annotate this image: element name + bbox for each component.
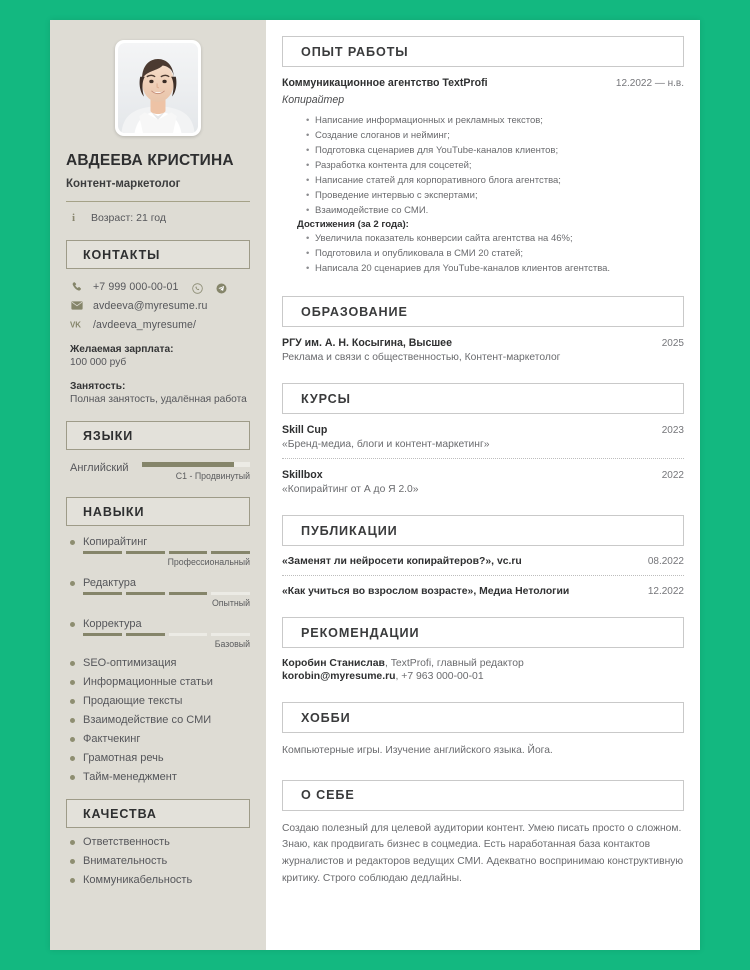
segment bbox=[83, 592, 122, 595]
recommender-line bbox=[282, 658, 684, 669]
segment bbox=[83, 551, 122, 554]
email-value: avdeeva@myresume.ru bbox=[93, 299, 208, 312]
job-title: Контент-маркетолог bbox=[66, 178, 181, 190]
course-row bbox=[282, 424, 684, 436]
achievement-item: • Увеличила показатель конверсии сайта агентства на 46%; bbox=[306, 231, 684, 246]
recommender-role: , TextProfi, главный редактор bbox=[384, 658, 524, 669]
section-header-education: ОБРАЗОВАНИЕ bbox=[282, 296, 684, 327]
list-item-label: Грамотная речь bbox=[83, 752, 164, 764]
plain-skills-list bbox=[66, 657, 250, 783]
resume-page bbox=[50, 20, 700, 950]
salary-value: 100 000 руб bbox=[70, 357, 127, 368]
publication-title: «Как учиться во взрослом возрасте», Медиа Нетологии bbox=[282, 586, 570, 597]
bullet-dot-icon bbox=[70, 661, 75, 666]
list-item bbox=[70, 771, 250, 783]
skill-proofreading bbox=[66, 618, 250, 649]
section-header-publications: ПУБЛИКАЦИИ bbox=[282, 515, 684, 546]
achievements-list bbox=[282, 231, 684, 276]
skill-name-row bbox=[70, 577, 250, 589]
course-row bbox=[282, 469, 684, 481]
skill-label: Редактура bbox=[83, 577, 136, 589]
duty-item: • Проведение интервью с экспертами; bbox=[306, 188, 684, 203]
list-item bbox=[70, 836, 250, 848]
recommender-phone: , +7 963 000-00-01 bbox=[395, 671, 484, 682]
separator bbox=[282, 575, 684, 576]
bullet-dot-icon bbox=[70, 680, 75, 685]
segment bbox=[169, 633, 208, 636]
main-column bbox=[266, 20, 700, 950]
list-item-label: Ответственность bbox=[83, 836, 170, 848]
segment bbox=[83, 633, 122, 636]
list-item bbox=[70, 714, 250, 726]
skill-label: Копирайтинг bbox=[83, 536, 148, 548]
employment-label: Занятость: bbox=[70, 381, 126, 392]
bullet-dot-icon bbox=[70, 540, 75, 545]
bullet-dot-icon bbox=[70, 622, 75, 627]
phone-value: +7 999 000-00-01 bbox=[93, 280, 179, 293]
phone-icon bbox=[70, 280, 83, 293]
section-header-qualities: КАЧЕСТВА bbox=[66, 799, 250, 828]
segment bbox=[169, 592, 208, 595]
section-header-experience: ОПЫТ РАБОТЫ bbox=[282, 36, 684, 67]
segment bbox=[211, 633, 250, 636]
experience-company-row bbox=[282, 77, 684, 89]
list-item bbox=[70, 695, 250, 707]
course-subtitle: «Копирайтинг от А до Я 2.0» bbox=[282, 484, 419, 495]
skill-name-row bbox=[70, 618, 250, 630]
employment-block bbox=[66, 381, 250, 405]
segment bbox=[126, 592, 165, 595]
list-item bbox=[70, 855, 250, 867]
education-subtitle: Реклама и связи с общественностью, Контент-маркетолог bbox=[282, 352, 561, 363]
full-name: АВДЕЕВА КРИСТИНА bbox=[66, 152, 234, 169]
bullet-dot-icon bbox=[70, 737, 75, 742]
list-item bbox=[70, 733, 250, 745]
segment bbox=[169, 551, 208, 554]
about-text: Создаю полезный для целевой аудитории контент. Умею писать просто о сложном. Знаю, как продвигать бизнес в соцмедиа. Есть наработанная база контактов журналистов и редакторов ведущих СМИ. Адекватно воспринимаю конструктивную критику. Строго соблюдаю дедлайны. bbox=[282, 822, 684, 884]
skill-name-row bbox=[70, 536, 250, 548]
skill-editing bbox=[66, 577, 250, 608]
skill-segments bbox=[70, 592, 250, 595]
segment bbox=[126, 633, 165, 636]
language-level: C1 - Продвинутый bbox=[175, 471, 250, 481]
language-row bbox=[66, 462, 250, 481]
experience-period: 12.2022 — н.в. bbox=[615, 78, 684, 89]
segment bbox=[211, 551, 250, 554]
list-item bbox=[70, 752, 250, 764]
bullet-dot-icon bbox=[70, 859, 75, 864]
envelope-icon bbox=[70, 299, 83, 312]
achievement-item: • Написала 20 сценариев для YouTube-каналов клиентов агентства. bbox=[306, 261, 684, 276]
recommender-email[interactable]: korobin@myresume.ru bbox=[282, 671, 396, 682]
vk-value: /avdeeva_myresume/ bbox=[93, 318, 197, 331]
duty-item: • Написание информационных и рекламных текстов; bbox=[306, 113, 684, 128]
separator bbox=[282, 458, 684, 459]
skill-level: Опытный bbox=[211, 598, 250, 608]
qualities-list bbox=[66, 836, 250, 886]
segment bbox=[211, 592, 250, 595]
achievements-label: Достижения (за 2 года): bbox=[297, 219, 409, 230]
bullet-dot-icon bbox=[70, 878, 75, 883]
language-name: Английский bbox=[70, 462, 129, 474]
section-header-recommendations: РЕКОМЕНДАЦИИ bbox=[282, 617, 684, 648]
duty-item: • Разработка контента для соцсетей; bbox=[306, 158, 684, 173]
bullet-dot-icon bbox=[70, 840, 75, 845]
contact-vk[interactable] bbox=[70, 318, 250, 331]
contact-phone[interactable] bbox=[70, 280, 250, 293]
publication-row bbox=[282, 586, 684, 597]
skill-segments bbox=[70, 633, 250, 636]
skill-label: Корректура bbox=[83, 618, 142, 630]
skill-level: Базовый bbox=[214, 639, 250, 649]
language-meter bbox=[142, 462, 250, 481]
contacts-list bbox=[66, 280, 250, 331]
publication-date: 08.2022 bbox=[647, 556, 684, 567]
avatar bbox=[115, 40, 201, 136]
list-item-label: Тайм-менеджмент bbox=[83, 771, 177, 783]
list-item bbox=[70, 874, 250, 886]
skill-copywriting bbox=[66, 536, 250, 567]
course-year: 2022 bbox=[661, 470, 684, 481]
duties-list bbox=[282, 113, 684, 218]
bullet-dot-icon bbox=[70, 775, 75, 780]
course-title: Skill Cup bbox=[282, 424, 328, 436]
course-subtitle: «Бренд-медиа, блоги и контент-маркетинг» bbox=[282, 439, 490, 450]
section-header-skills: НАВЫКИ bbox=[66, 497, 250, 526]
list-item-label: SEO-оптимизация bbox=[83, 657, 177, 669]
skill-level: Профессиональный bbox=[167, 557, 250, 567]
publication-row bbox=[282, 556, 684, 567]
course-year: 2023 bbox=[661, 425, 684, 436]
list-item-label: Взаимодействие со СМИ bbox=[83, 714, 212, 726]
duty-item: • Создание слоганов и нейминг; bbox=[306, 128, 684, 143]
telegram-icon[interactable] bbox=[216, 281, 227, 292]
list-item bbox=[70, 676, 250, 688]
salary-block bbox=[66, 344, 250, 368]
list-item-label: Внимательность bbox=[83, 855, 168, 867]
list-item bbox=[70, 657, 250, 669]
contact-email[interactable] bbox=[70, 299, 250, 312]
course-title: Skillbox bbox=[282, 469, 323, 481]
whatsapp-icon[interactable] bbox=[192, 281, 203, 292]
language-bar-track bbox=[142, 462, 250, 467]
salary-label: Желаемая зарплата: bbox=[70, 344, 174, 355]
publication-date: 12.2022 bbox=[647, 586, 684, 597]
publication-title: «Заменят ли нейросети копирайтеров?», vc.ru bbox=[282, 556, 522, 567]
education-year: 2025 bbox=[661, 338, 684, 349]
segment bbox=[126, 551, 165, 554]
achievement-item: • Подготовила и опубликовала в СМИ 20 статей; bbox=[306, 246, 684, 261]
duty-item: • Подготовка сценариев для YouTube-каналов клиентов; bbox=[306, 143, 684, 158]
section-header-about: О СЕБЕ bbox=[282, 780, 684, 811]
svg-text:VK: VK bbox=[70, 320, 82, 329]
bullet-dot-icon bbox=[70, 581, 75, 586]
info-icon: i bbox=[72, 212, 76, 224]
list-item-label: Коммуникабельность bbox=[83, 874, 193, 886]
bullet-dot-icon bbox=[70, 699, 75, 704]
skill-segments bbox=[70, 551, 250, 554]
vk-icon bbox=[70, 318, 83, 331]
duty-item: • Написание статей для корпоративного блога агентства; bbox=[306, 173, 684, 188]
age-value: Возраст: 21 год bbox=[91, 212, 167, 224]
section-header-courses: КУРСЫ bbox=[282, 383, 684, 414]
list-item-label: Фактчекинг bbox=[83, 733, 141, 745]
list-item-label: Информационные статьи bbox=[83, 676, 213, 688]
hobby-text: Компьютерные игры. Изучение английского языка. Йога. bbox=[282, 745, 553, 756]
recommender-contact-line[interactable] bbox=[282, 671, 684, 682]
employment-value: Полная занятость, удалённая работа bbox=[70, 394, 247, 405]
section-header-contacts: КОНТАКТЫ bbox=[66, 240, 250, 269]
age-row bbox=[66, 212, 250, 224]
list-item-label: Продающие тексты bbox=[83, 695, 183, 707]
section-header-languages: ЯЗЫКИ bbox=[66, 421, 250, 450]
portrait-photo-icon bbox=[118, 43, 198, 133]
bullet-dot-icon bbox=[70, 718, 75, 723]
experience-role: Копирайтер bbox=[282, 94, 345, 106]
duty-item: • Взаимодействие со СМИ. bbox=[306, 203, 684, 218]
company-name: Коммуникационное агентство TextProfi bbox=[282, 77, 488, 89]
education-title: РГУ им. А. Н. Косыгина, Высшее bbox=[282, 337, 452, 349]
divider bbox=[66, 201, 250, 202]
recommender-name: Коробин Станислав bbox=[282, 658, 385, 669]
photo-container bbox=[66, 40, 250, 136]
sidebar bbox=[50, 20, 266, 950]
education-row bbox=[282, 337, 684, 349]
language-bar-fill bbox=[142, 462, 234, 467]
bullet-dot-icon bbox=[70, 756, 75, 761]
section-header-hobby: ХОББИ bbox=[282, 702, 684, 733]
